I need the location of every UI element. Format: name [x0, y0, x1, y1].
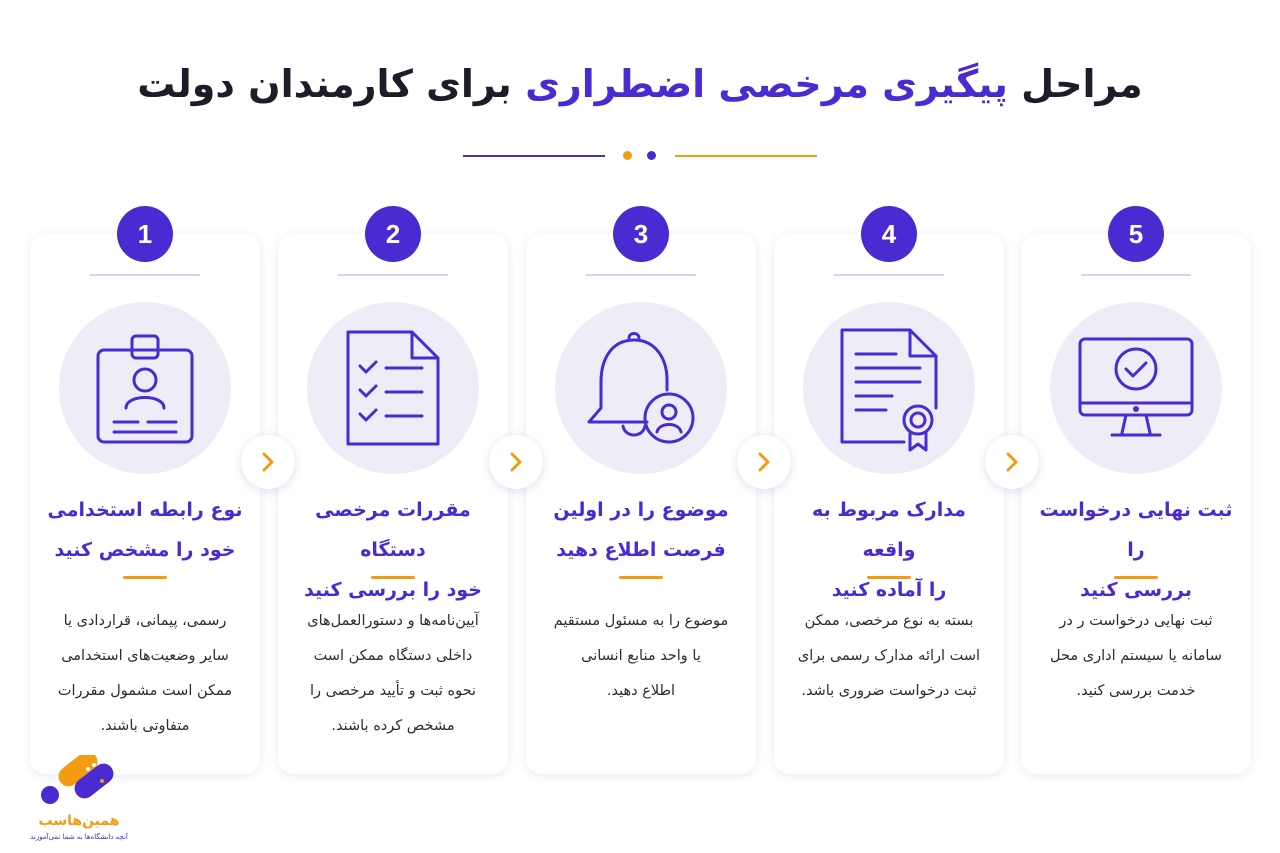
step-description — [1041, 604, 1231, 709]
card-divider — [1081, 274, 1191, 276]
step-number-badge-5: 5 — [1108, 206, 1164, 262]
chevron-right-icon — [507, 451, 525, 473]
heading-underline — [867, 576, 911, 579]
step-card-4 — [774, 234, 1004, 774]
card-divider — [338, 274, 448, 276]
description-line: بسته به نوع مرخصی، ممکن — [804, 613, 974, 629]
id-badge-icon — [90, 328, 200, 448]
decoration-dot-orange — [623, 151, 632, 160]
step-heading — [290, 490, 496, 610]
chevron-right-icon — [1003, 451, 1021, 473]
heading-line: موضوع را در اولین — [553, 499, 729, 521]
decoration-line-left — [463, 155, 605, 157]
description-line: نحوه ثبت و تأیید مرخصی را — [309, 683, 477, 699]
heading-line: نوع رابطه استخدامی — [47, 499, 243, 521]
description-line: است ارائه مدارک رسمی برای — [797, 648, 981, 664]
logo-mark-icon — [38, 755, 118, 811]
step-card-2 — [278, 234, 508, 774]
heading-line: بررسی کنید — [1080, 579, 1192, 601]
heading-line: ثبت نهایی درخواست را — [1039, 499, 1233, 561]
heading-underline — [1114, 576, 1158, 579]
card-divider — [834, 274, 944, 276]
step-description — [50, 604, 240, 744]
title-decoration — [0, 150, 1280, 162]
bell-user-icon — [581, 326, 701, 450]
card-divider — [586, 274, 696, 276]
step-card-5 — [1021, 234, 1251, 774]
step-number-badge-2: 2 — [365, 206, 421, 262]
step-card-3 — [526, 234, 756, 774]
card-divider — [90, 274, 200, 276]
heading-line: مقررات مرخصی دستگاه — [315, 499, 471, 561]
heading-line: را آماده کنید — [831, 579, 947, 601]
monitor-check-icon — [1074, 333, 1198, 443]
description-line: سایر وضعیت‌های استخدامی — [61, 648, 229, 664]
description-line: یا واحد منابع انسانی — [581, 648, 701, 664]
step-number-badge-1: 1 — [117, 206, 173, 262]
icon-background — [59, 302, 231, 474]
description-line: اطلاع دهید. — [606, 683, 676, 699]
icon-background — [1050, 302, 1222, 474]
description-line: داخلی دستگاه ممکن است — [313, 648, 473, 664]
description-line: آیین‌نامه‌ها و دستورالعمل‌های — [307, 613, 479, 629]
description-line: خدمت بررسی کنید. — [1076, 683, 1196, 699]
next-arrow-4 — [985, 435, 1039, 489]
page-title — [0, 62, 1280, 106]
step-card-1 — [30, 234, 260, 774]
heading-line: خود را بررسی کنید — [304, 579, 482, 601]
step-heading — [1033, 490, 1239, 610]
chevron-right-icon — [755, 451, 773, 473]
step-description — [546, 604, 736, 709]
icon-background — [555, 302, 727, 474]
description-line: متفاوتی باشند. — [100, 718, 190, 734]
step-heading — [42, 490, 248, 570]
step-description — [794, 604, 984, 709]
description-line: ثبت نهایی درخواست ر در — [1059, 613, 1213, 629]
step-number-badge-3: 3 — [613, 206, 669, 262]
certificate-document-icon — [834, 324, 944, 452]
heading-line: فرصت اطلاع دهید — [556, 539, 726, 561]
decoration-line-right — [675, 155, 817, 157]
title-part1: مراحل — [1007, 62, 1143, 106]
title-highlight: پیگیری مرخصی اضطراری — [525, 62, 1008, 106]
description-line: رسمی، پیمانی، قراردادی یا — [63, 613, 227, 629]
heading-line: خود را مشخص کنید — [54, 539, 236, 561]
step-number-badge-4: 4 — [861, 206, 917, 262]
description-line: ثبت درخواست ضروری باشد. — [801, 683, 977, 699]
description-line: سامانه یا سیستم اداری محل — [1050, 648, 1222, 664]
icon-background — [307, 302, 479, 474]
next-arrow-1 — [241, 435, 295, 489]
next-arrow-3 — [737, 435, 791, 489]
next-arrow-2 — [489, 435, 543, 489]
decoration-dot-purple — [647, 151, 656, 160]
heading-underline — [123, 576, 167, 579]
description-line: ممکن است مشمول مقررات — [57, 683, 233, 699]
step-heading — [786, 490, 992, 610]
step-heading — [538, 490, 744, 570]
description-line: مشخص کرده باشند. — [331, 718, 455, 734]
heading-line: مدارک مربوط به واقعه — [812, 499, 966, 561]
title-part2: برای کارمندان دولت — [137, 62, 526, 106]
heading-underline — [371, 576, 415, 579]
checklist-document-icon — [338, 326, 448, 450]
heading-underline — [619, 576, 663, 579]
brand-tagline: آنچه دانشگاه‌ها به شما نمی‌آموزند — [30, 833, 128, 841]
icon-background — [803, 302, 975, 474]
description-line: موضوع را به مسئول مستقیم — [553, 613, 729, 629]
brand-logo — [24, 755, 134, 845]
step-description — [298, 604, 488, 744]
brand-name: همین‌هاسب — [38, 813, 120, 829]
chevron-right-icon — [259, 451, 277, 473]
